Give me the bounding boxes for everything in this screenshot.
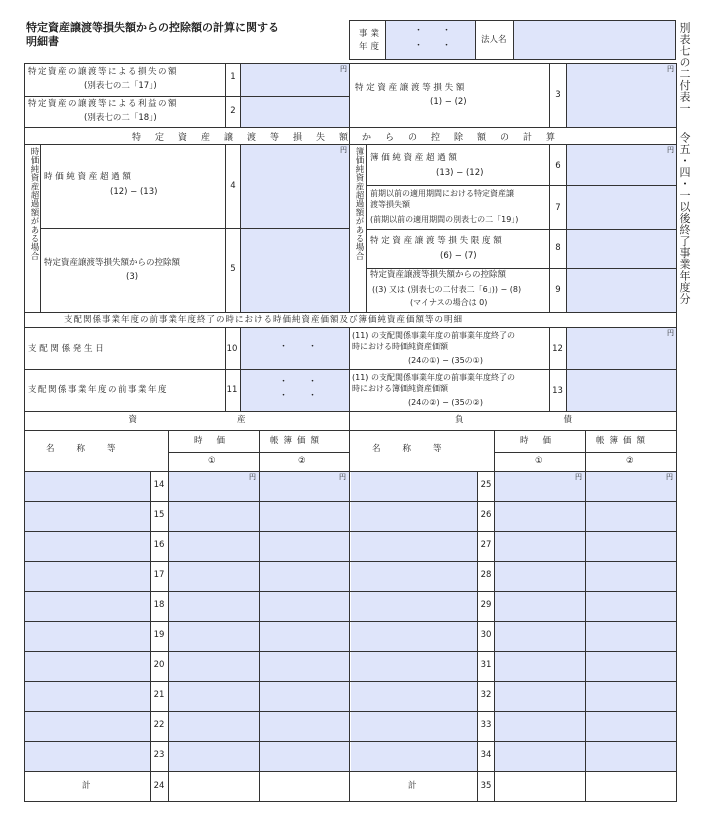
- liab-row-no: 29: [480, 600, 492, 610]
- r2-label: 特定資産の譲渡等による利益の額: [28, 99, 179, 109]
- asset-total-label: 計: [82, 781, 91, 791]
- r9-sub2: (マイナスの場合は 0): [410, 298, 488, 307]
- liab-total-no: 35: [480, 781, 492, 791]
- liab-row-no: 26: [480, 510, 492, 520]
- r3-sub: (1) − (2): [430, 97, 467, 107]
- asset-row-no: 22: [153, 720, 165, 730]
- liab-total-label: 計: [408, 781, 417, 791]
- liab-col2-header: 帳簿価額: [596, 436, 651, 446]
- liab-name-field[interactable]: [351, 502, 477, 531]
- liab-jika-field[interactable]: [495, 562, 585, 591]
- r12-label2: 時における時価純資産価額: [352, 342, 448, 351]
- r11-no: 11: [226, 385, 238, 395]
- asset-name-field[interactable]: [25, 682, 150, 711]
- liab-row-no: 25: [480, 480, 492, 490]
- liab-book-field[interactable]: [586, 532, 676, 561]
- corp-name-label: 法人名: [481, 35, 507, 45]
- r6-label: 簿 価 純 資 産 超 過 額: [370, 153, 457, 163]
- assets-name-header: 名称等: [46, 444, 138, 454]
- liab-c1: ①: [535, 456, 543, 466]
- asset-jika-field[interactable]: [169, 532, 259, 561]
- asset-name-field[interactable]: [25, 472, 150, 501]
- asset-jika-field[interactable]: [169, 562, 259, 591]
- asset-name-field[interactable]: [25, 742, 150, 771]
- r5-field[interactable]: [241, 229, 349, 312]
- asset-total-no: 24: [153, 781, 165, 791]
- asset-jika-field[interactable]: [169, 652, 259, 681]
- r7-sub: (前期以前の適用期間の別表七の二「19」): [370, 215, 519, 224]
- r10-label: 支 配 関 係 発 生 日: [28, 344, 104, 354]
- side-date-label: 令五・四・一以後終了事業年度分: [678, 132, 691, 305]
- liab-jika-field[interactable]: [495, 652, 585, 681]
- asset-row-no: 14: [153, 480, 165, 490]
- liab-name-field[interactable]: [351, 532, 477, 561]
- r6-sub: (13) − (12): [436, 168, 484, 178]
- liab-jika-field[interactable]: [495, 622, 585, 651]
- r1-sub: (別表七の二「17」): [84, 81, 157, 91]
- form-title-line2: 明細書: [26, 35, 59, 48]
- r11-field[interactable]: [241, 370, 349, 411]
- r8-sub: (6) − (7): [440, 251, 477, 261]
- liab-name-field[interactable]: [351, 682, 477, 711]
- r2-no: 2: [230, 106, 236, 116]
- r12-field[interactable]: [567, 328, 676, 369]
- asset-row-no: 16: [153, 540, 165, 550]
- liab-row-no: 34: [480, 750, 492, 760]
- liab-jika-field[interactable]: [495, 682, 585, 711]
- asset-book-field[interactable]: [260, 592, 349, 621]
- r1-field[interactable]: [241, 64, 349, 96]
- fiscal-year-field[interactable]: [386, 21, 475, 59]
- r9-label: 特定資産譲渡等損失額からの控除額: [370, 270, 507, 280]
- asset-name-field[interactable]: [25, 712, 150, 741]
- side-form-label: 別表七の二付表一: [678, 22, 691, 114]
- liab-book-field[interactable]: [586, 712, 676, 741]
- r4-sub: (12) − (13): [110, 187, 158, 197]
- liab-row-no: 30: [480, 630, 492, 640]
- liab-book-field[interactable]: [586, 622, 676, 651]
- liab-col1-header: 時価: [520, 436, 566, 446]
- r4-field[interactable]: [241, 145, 349, 228]
- assets-c2: ②: [298, 456, 306, 466]
- r1-no: 1: [230, 72, 236, 82]
- corp-name-field[interactable]: [514, 21, 675, 59]
- r8-field[interactable]: [567, 230, 676, 268]
- liab-jika-field[interactable]: [495, 742, 585, 771]
- liab-book-field[interactable]: [586, 682, 676, 711]
- asset-book-field[interactable]: [260, 502, 349, 531]
- r9-field[interactable]: [567, 269, 676, 312]
- detail-header: 支配関係事業年度の前事業年度終了の時における時価純資産価額及び簿価純資産価額等の明細: [64, 315, 464, 325]
- liab-name-field[interactable]: [351, 742, 477, 771]
- liab-book-field[interactable]: [586, 562, 676, 591]
- asset-row-no: 15: [153, 510, 165, 520]
- liab-name-field[interactable]: [351, 562, 477, 591]
- r1-label: 特定資産の譲渡等による損失の額: [28, 67, 179, 77]
- r9-no: 9: [555, 285, 561, 295]
- asset-jika-field[interactable]: [169, 742, 259, 771]
- liab-book-field[interactable]: [586, 502, 676, 531]
- liab-jika-field[interactable]: [495, 472, 585, 501]
- asset-book-field[interactable]: [260, 622, 349, 651]
- liab-name-header: 名称等: [372, 444, 464, 454]
- liab-book-field[interactable]: [586, 652, 676, 681]
- r10-field[interactable]: [241, 328, 349, 369]
- r7-no: 7: [555, 203, 561, 213]
- liab-jika-field[interactable]: [495, 532, 585, 561]
- r4-no: 4: [230, 181, 236, 191]
- assets-c1: ①: [208, 456, 216, 466]
- r2-field[interactable]: [241, 97, 349, 127]
- asset-book-field[interactable]: [260, 532, 349, 561]
- liab-jika-field[interactable]: [495, 502, 585, 531]
- assets-col1-header: 時価: [194, 436, 240, 446]
- r6-field[interactable]: [567, 145, 676, 185]
- asset-row-no: 17: [153, 570, 165, 580]
- asset-jika-field[interactable]: [169, 622, 259, 651]
- liab-book-field[interactable]: [586, 592, 676, 621]
- calc-header: 特定資産譲渡等損失額からの控除額の計算: [131, 133, 569, 143]
- r3-label: 特 定 資 産 譲 渡 等 損 失 額: [355, 83, 465, 93]
- asset-jika-field[interactable]: [169, 502, 259, 531]
- asset-book-field[interactable]: [260, 562, 349, 591]
- r12-no: 12: [552, 344, 563, 354]
- r5-sub: (3): [126, 272, 139, 282]
- r10-no: 10: [226, 344, 238, 354]
- right-vertical-label: 簿価純資産超過額がある場合: [354, 147, 364, 261]
- asset-jika-field[interactable]: [169, 682, 259, 711]
- liab-row-no: 32: [480, 690, 492, 700]
- asset-row-no: 20: [153, 660, 165, 670]
- r7-label2: 渡等損失額: [370, 200, 410, 209]
- liabilities-title: 負債: [454, 415, 672, 425]
- r11-label: 支配関係事業年度の前事業年度: [28, 385, 169, 395]
- asset-book-field[interactable]: [260, 682, 349, 711]
- r8-label: 特 定 資 産 譲 渡 等 損 失 限 度 額: [370, 236, 502, 246]
- jigyo-label: 事業: [359, 29, 383, 39]
- asset-name-field[interactable]: [25, 532, 150, 561]
- liab-row-no: 28: [480, 570, 492, 580]
- asset-book-field[interactable]: [260, 652, 349, 681]
- liab-name-field[interactable]: [351, 622, 477, 651]
- asset-book-field[interactable]: [260, 472, 349, 501]
- liab-c2: ②: [626, 456, 634, 466]
- liab-name-field[interactable]: [351, 652, 477, 681]
- left-vertical-label: 時価純資産超過額がある場合: [29, 147, 39, 261]
- form-title-line1: 特定資産譲渡等損失額からの控除額の計算に関する: [26, 21, 279, 34]
- asset-name-field[interactable]: [25, 562, 150, 591]
- r13-label2: 時における簿価純資産価額: [352, 384, 448, 393]
- asset-jika-field[interactable]: [169, 592, 259, 621]
- asset-row-no: 19: [153, 630, 165, 640]
- r12-sub: (24の①) − (35の①): [408, 356, 483, 365]
- liab-name-field[interactable]: [351, 472, 477, 501]
- r12-label1: (11) の支配関係事業年度の前事業年度終了の: [352, 331, 515, 340]
- asset-book-field[interactable]: [260, 712, 349, 741]
- asset-row-no: 18: [153, 600, 165, 610]
- r7-label1: 前期以前の適用期間における特定資産譲: [370, 189, 514, 198]
- asset-row-no: 21: [153, 690, 165, 700]
- liab-row-no: 31: [480, 660, 492, 670]
- asset-name-field[interactable]: [25, 622, 150, 651]
- liab-book-field[interactable]: [586, 472, 676, 501]
- assets-title: 資産: [128, 415, 346, 425]
- nendo-label: 年度: [359, 42, 383, 52]
- liab-book-field[interactable]: [586, 742, 676, 771]
- r13-sub: (24の②) − (35の②): [408, 398, 483, 407]
- r13-label1: (11) の支配関係事業年度の前事業年度終了の: [352, 373, 515, 382]
- asset-book-field[interactable]: [260, 742, 349, 771]
- asset-name-field[interactable]: [25, 592, 150, 621]
- r5-no: 5: [230, 264, 236, 274]
- r9-sub1: ((3) 又は (別表七の二付表二「6」)) − (8): [372, 285, 522, 294]
- r5-label: 特定資産譲渡等損失額からの控除額: [44, 258, 181, 268]
- r4-label: 時 価 純 資 産 超 過 額: [44, 172, 131, 182]
- liab-name-field[interactable]: [351, 712, 477, 741]
- asset-jika-field[interactable]: [169, 472, 259, 501]
- r6-no: 6: [555, 161, 561, 171]
- r13-no: 13: [552, 386, 563, 396]
- asset-name-field[interactable]: [25, 652, 150, 681]
- r7-field[interactable]: [567, 186, 676, 229]
- asset-row-no: 23: [153, 750, 165, 760]
- r2-sub: (別表七の二「18」): [84, 113, 157, 123]
- r8-no: 8: [555, 243, 561, 253]
- asset-jika-field[interactable]: [169, 712, 259, 741]
- liab-row-no: 27: [480, 540, 492, 550]
- asset-name-field[interactable]: [25, 502, 150, 531]
- r3-field[interactable]: [567, 64, 676, 127]
- liab-name-field[interactable]: [351, 592, 477, 621]
- liab-row-no: 33: [480, 720, 492, 730]
- liab-jika-field[interactable]: [495, 592, 585, 621]
- r13-field[interactable]: [567, 370, 676, 411]
- r3-no: 3: [555, 90, 561, 100]
- assets-col2-header: 帳簿価額: [270, 436, 325, 446]
- liab-jika-field[interactable]: [495, 712, 585, 741]
